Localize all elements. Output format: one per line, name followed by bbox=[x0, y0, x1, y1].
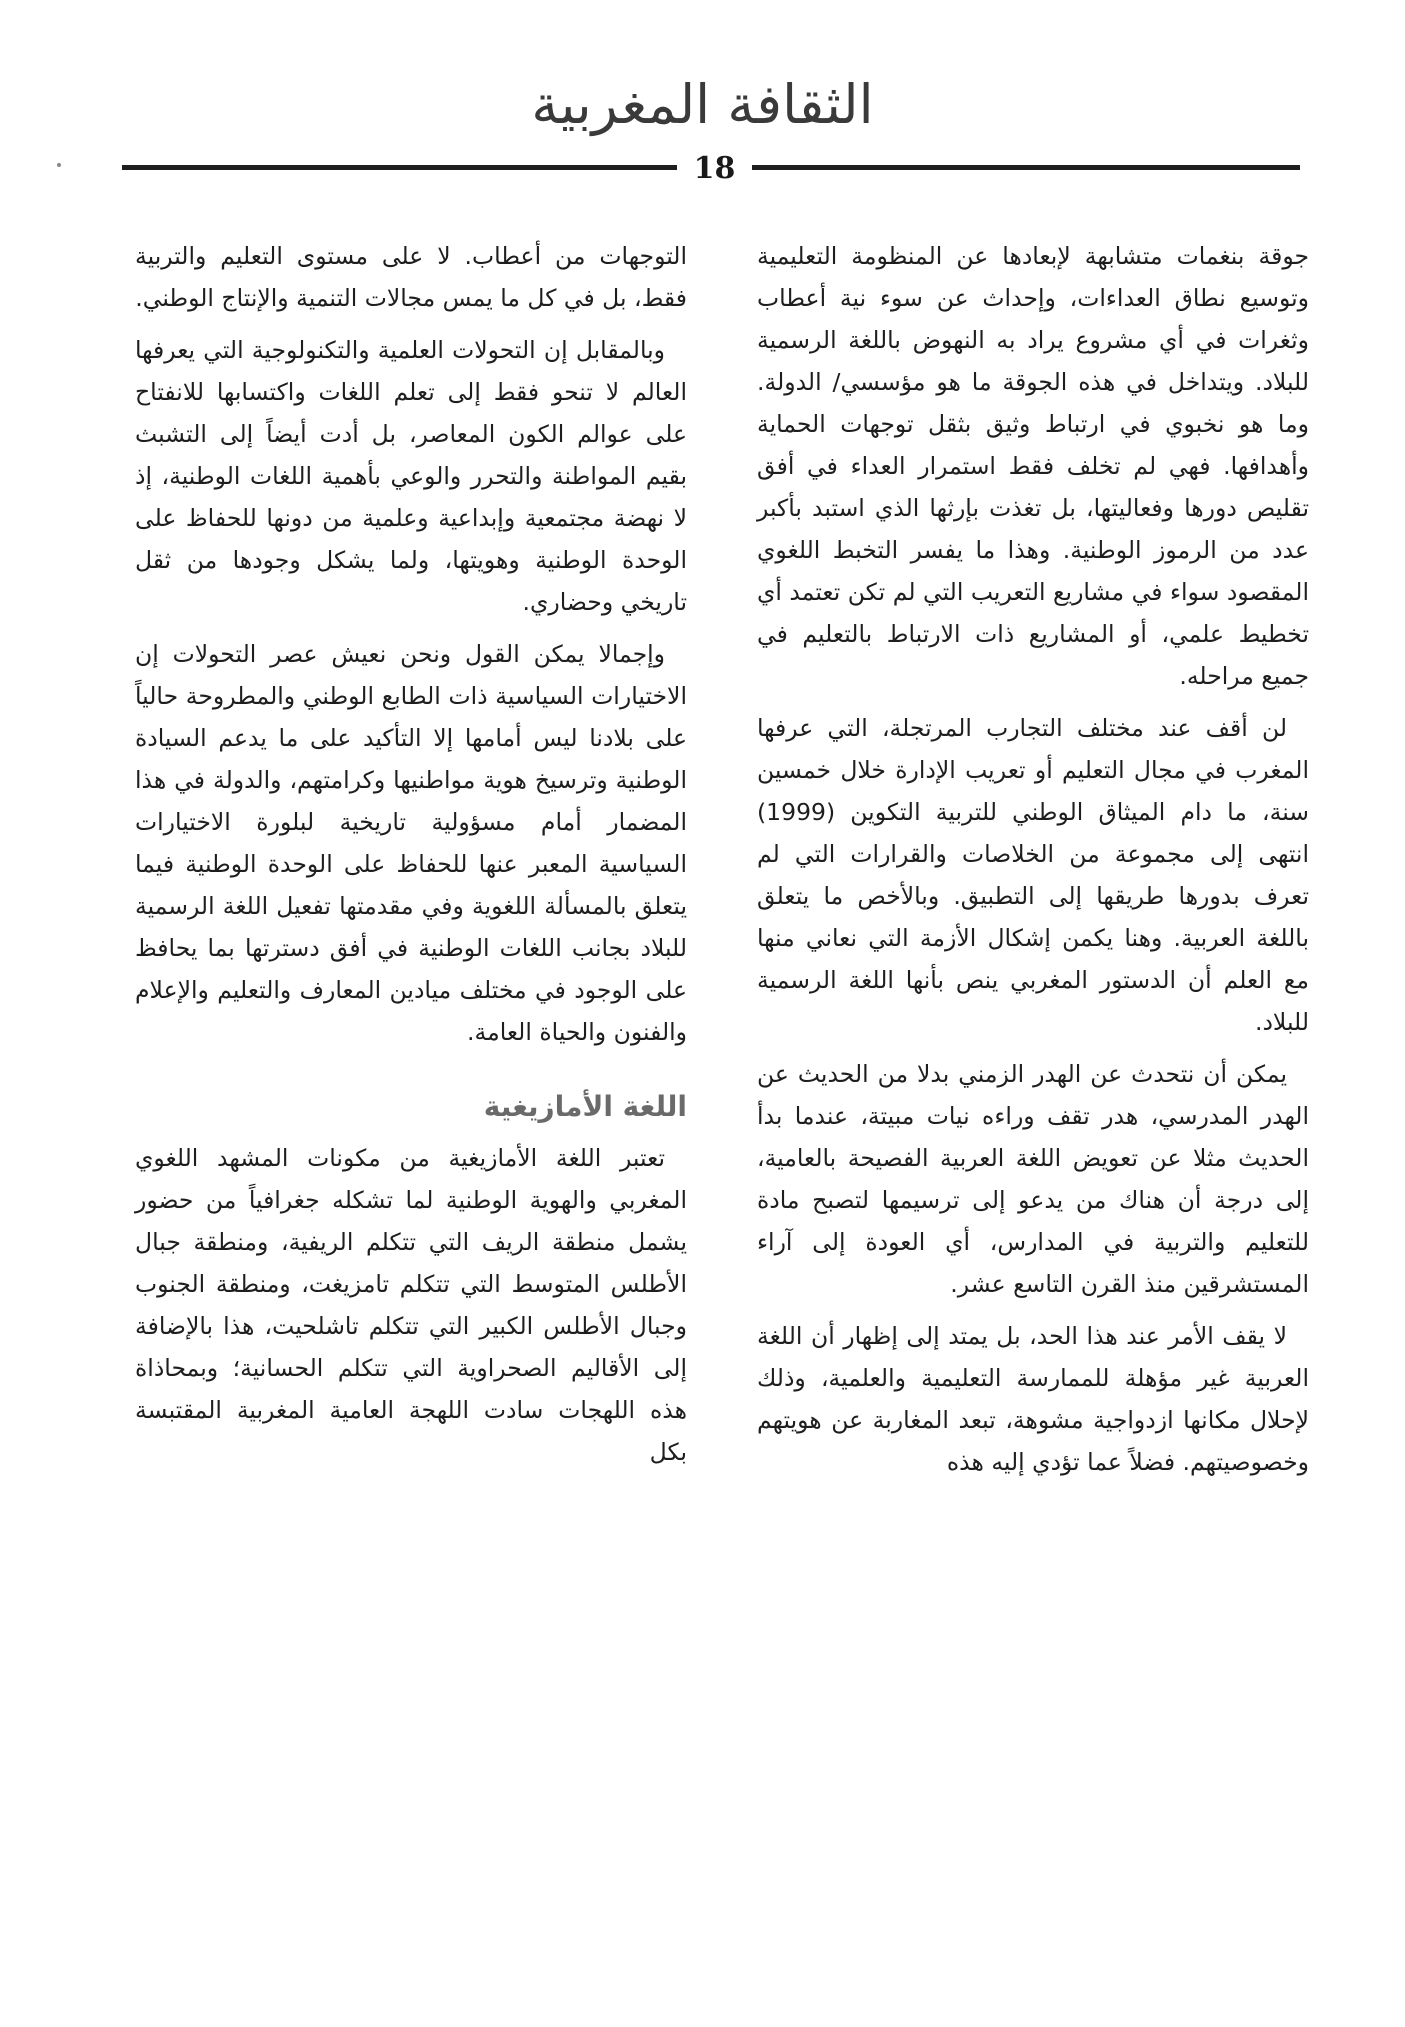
right-paragraph-2: لن أقف عند مختلف التجارب المرتجلة، التي عرفها المغرب في مجال التعليم أو تعريب الإدارة خلال خمسين سنة، ما دام الميثاق الوطني للتربية التكوين (1999) انتهى إلى مجموعة من الخلاصات والقرارات التي لم تعرف بدورها طريقها إلى التطبيق. وبالأخص ما يتعلق باللغة العربية. وهنا يكمن إشكال الأزمة التي نعاني منها مع العلم أن الدستور المغربي ينص بأنها اللغة الرسمية للبلاد. bbox=[757, 714, 1309, 1036]
header-rule-right bbox=[752, 165, 1300, 170]
running-title: الثقافة المغربية bbox=[531, 73, 874, 136]
right-paragraph-4: لا يقف الأمر عند هذا الحد، بل يمتد إلى إظهار أن اللغة العربية غير مؤهلة للممارسة التعليمية والعلمية، وذلك لإحلال مكانها ازدواجية مشوهة، تبعد المغاربة عن هويتهم وخصوصيتهم. فضلاً عما تؤدي إليه هذه bbox=[757, 1322, 1309, 1476]
left-paragraph-3: وإجمالا يمكن القول ونحن نعيش عصر التحولات إن الاختيارات السياسية ذات الطابع الوطني والمطروحة حالياً على بلادنا ليس أمامها إلا التأكيد على ما يدعم السيادة الوطنية وترسيخ هوية مواطنيها وكرامتهم، والدولة في هذا المضمار أمام مسؤولية تاريخية لبلورة الاختيارات السياسية المعبر عنها للحفاظ على الوحدة الوطنية فيما يتعلق بالمسألة اللغوية وفي مقدمتها تفعيل اللغة الرسمية للبلاد بجانب اللغات الوطنية في أفق دسترتها بما يحافظ على الوجود في مختلف ميادين المعارف والتعليم والإعلام والفنون والحياة العامة. bbox=[135, 640, 687, 1046]
header-rule-left bbox=[122, 165, 677, 170]
left-paragraph-2: وبالمقابل إن التحولات العلمية والتكنولوجية التي يعرفها العالم لا تنحو فقط إلى تعلم اللغات واكتسابها للانفتاح على عوالم الكون المعاصر، بل أدت أيضاً إلى التشبث بقيم المواطنة والتحرر والوعي بأهمية اللغات الوطنية، إذ لا نهضة مجتمعية وإبداعية وعلمية من دونها للحفاظ على الوحدة الوطنية وهويتها، ولما يشكل وجودها من ثقل تاريخي وحضاري. bbox=[135, 336, 687, 616]
right-column bbox=[757, 235, 1309, 1493]
left-column bbox=[135, 235, 687, 1483]
right-paragraph-3: يمكن أن نتحدث عن الهدر الزمني بدلا من الحديث عن الهدر المدرسي، هدر تقف وراءه نيات مبيتة، عندما بدأ الحديث مثلا عن تعويض اللغة العربية الفصيحة بالعامية، إلى درجة أن هناك من يدعو إلى ترسيمها لتصبح مادة للتعليم والتربية في المدارس، أي العودة إلى آراء المستشرقين منذ القرن التاسع عشر. bbox=[757, 1060, 1309, 1298]
page-number: 18 bbox=[693, 151, 736, 186]
header-rule bbox=[122, 151, 1300, 192]
section-heading: اللغة الأمازيغية bbox=[483, 1090, 687, 1123]
margin-dot bbox=[57, 163, 61, 167]
left-paragraph-1: التوجهات من أعطاب. لا على مستوى التعليم والتربية فقط، بل في كل ما يمس مجالات التنمية والإنتاج الوطني. bbox=[135, 242, 687, 312]
right-paragraph-1: جوقة بنغمات متشابهة لإبعادها عن المنظومة التعليمية وتوسيع نطاق العداءات، وإحداث عن سوء نية أعطاب وثغرات في أي مشروع يراد به النهوض باللغة الرسمية للبلاد. ويتداخل في هذه الجوقة ما هو مؤسسي/ الدولة. وما هو نخبوي في ارتباط وثيق بثقل توجهات الحماية وأهدافها. فهي لم تخلف فقط استمرار العداء في أفق تقليص دورها وفعاليتها، بل تغذت بإرثها الذي استبد بأكبر عدد من الرموز الوطنية. وهذا ما يفسر التخبط اللغوي المقصود سواء في مشاريع التعريب التي لم تكن تعتمد أي تخطيط علمي، أو المشاريع ذات الارتباط بالتعليم في جميع مراحله. bbox=[757, 242, 1309, 690]
left-paragraph-4: تعتبر اللغة الأمازيغية من مكونات المشهد اللغوي المغربي والهوية الوطنية لما تشكله جغرافياً من حضور يشمل منطقة الريف التي تتكلم الريفية، ومنطقة جبال الأطلس المتوسط التي تتكلم تامزيغت، ومنطقة الجنوب وجبال الأطلس الكبير التي تتكلم تاشلحيت، هذا بالإضافة إلى الأقاليم الصحراوية التي تتكلم الحسانية؛ وبمحاذاة هذه اللهجات سادت اللهجة العامية المغربية المقتبسة بكل bbox=[135, 1144, 687, 1466]
